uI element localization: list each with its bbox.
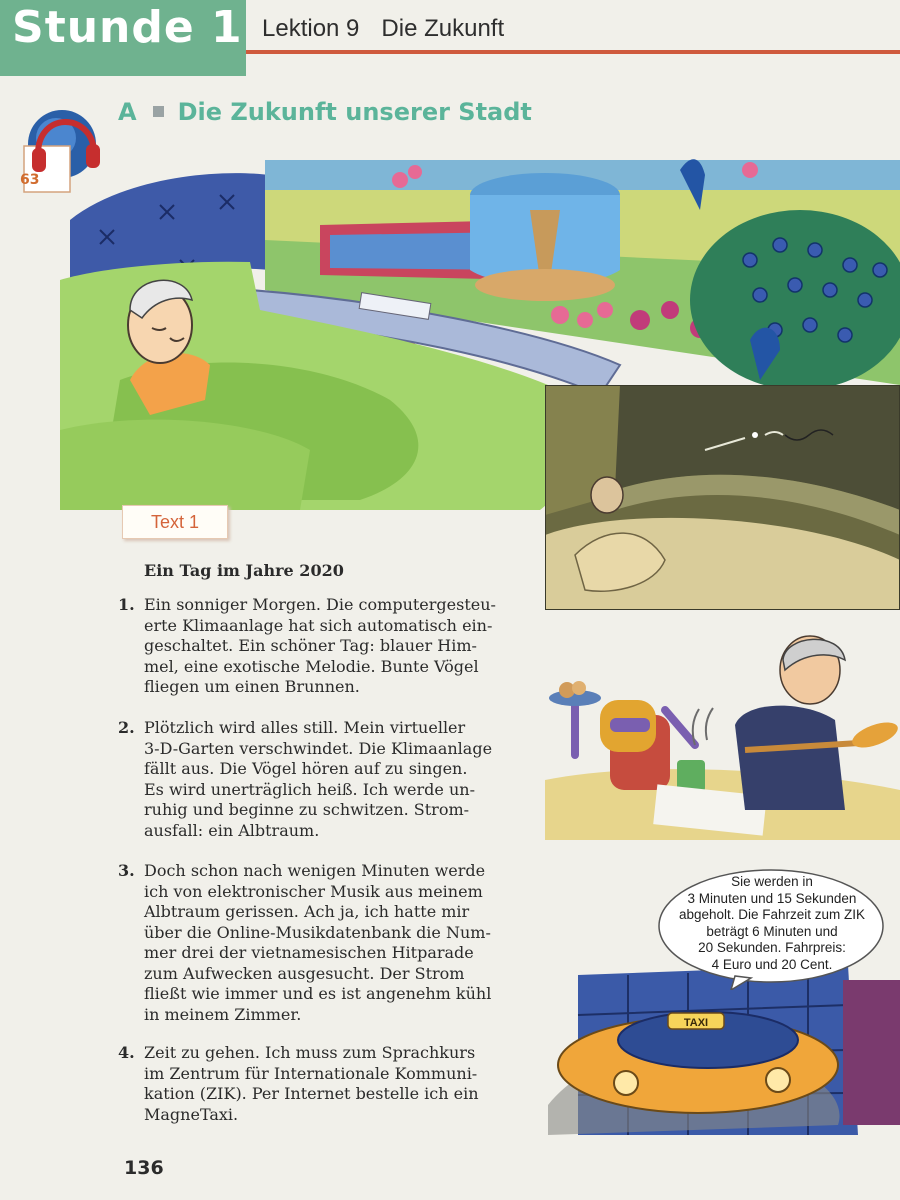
text-line: ausfall: ein Albtraum. xyxy=(144,820,320,840)
speech-line: abgeholt. Die Fahrzeit zum ZIK xyxy=(678,907,866,922)
text-line: Albtraum gerissen. Ach ja, ich hatte mir xyxy=(144,902,470,921)
text-line: mer drei der vietnamesischen Hitparade xyxy=(144,943,474,962)
text-line: in meinem Zimmer. xyxy=(144,1004,302,1024)
text-line: kation (ZIK). Per Internet bestelle ich ein xyxy=(144,1084,479,1103)
text-line: Es wird unerträglich heiß. Ich werde un- xyxy=(144,779,475,799)
text-line: ruhig und beginne zu schwitzen. Strom- xyxy=(144,800,470,819)
text-label-box xyxy=(122,505,228,539)
text-line: erte Klimaanlage hat sich automatisch ein- xyxy=(144,615,493,635)
speech-line: Sie werden in xyxy=(731,874,813,889)
section-square xyxy=(153,106,164,117)
text-line: geschaltet. Ein schöner Tag: blauer Him- xyxy=(144,636,477,655)
section-letter: A xyxy=(118,98,137,126)
speech-bubble-text xyxy=(672,874,872,973)
text-line: 3-D-Garten verschwindet. Die Klimaanlage xyxy=(144,738,493,758)
speech-line: 20 Sekunden. Fahrpreis: xyxy=(698,940,846,955)
text-line: über die Online-Musikdatenbank die Num- xyxy=(144,922,491,942)
chapter-title: Die Zukunft xyxy=(381,15,505,42)
paragraph-number: 4. xyxy=(118,1043,135,1062)
text-line: Zeit zu gehen. Ich muss zum Sprachkurs xyxy=(144,1043,476,1062)
text-line: im Zentrum für Internationale Kommuni- xyxy=(144,1063,478,1083)
text-line: fliegen um einen Brunnen. xyxy=(144,677,360,696)
robot-breakfast-illustration xyxy=(545,630,900,840)
paragraph-number: 2. xyxy=(118,718,135,737)
section-title xyxy=(118,96,532,128)
taxi-sign: TAXI xyxy=(683,1017,709,1029)
page-number: 136 xyxy=(124,1157,164,1179)
dark-room-illustration xyxy=(545,385,900,610)
speech-line: 4 Euro und 20 Cent. xyxy=(711,956,833,972)
header-divider xyxy=(246,50,900,54)
text-line: MagneTaxi. xyxy=(144,1104,239,1124)
section-title-text: Die Zukunft unserer Stadt xyxy=(177,98,532,126)
text-label: Text 1 xyxy=(150,512,200,532)
story-title: Ein Tag im Jahre 2020 xyxy=(144,561,344,580)
speech-line: 3 Minuten und 15 Sekunden xyxy=(687,890,857,906)
paragraph-number: 3. xyxy=(118,861,135,880)
text-line: Plötzlich wird alles still. Mein virtueller xyxy=(144,718,466,737)
text-line: ich von elektronischer Musik aus meinem xyxy=(144,881,483,901)
lesson-number: Stunde 1 xyxy=(12,2,243,53)
chapter-number: Lektion 9 xyxy=(262,15,360,42)
text-line: Ein sonniger Morgen. Die computergesteu- xyxy=(144,595,496,614)
paragraph-number: 1. xyxy=(118,595,135,614)
speech-line: beträgt 6 Minuten und xyxy=(706,923,838,939)
chapter-heading xyxy=(262,14,504,44)
text-line: fällt aus. Die Vögel hören auf zu singen. xyxy=(144,759,468,778)
text-line: mel, eine exotische Melodie. Bunte Vögel xyxy=(144,656,479,676)
text-line: fließt wie immer und es ist angenehm kühl xyxy=(144,984,492,1003)
audio-track-number: 63 xyxy=(20,172,40,188)
text-line: Doch schon nach wenigen Minuten werde xyxy=(144,861,486,880)
text-line: zum Aufwecken ausgesucht. Der Strom xyxy=(144,963,465,983)
